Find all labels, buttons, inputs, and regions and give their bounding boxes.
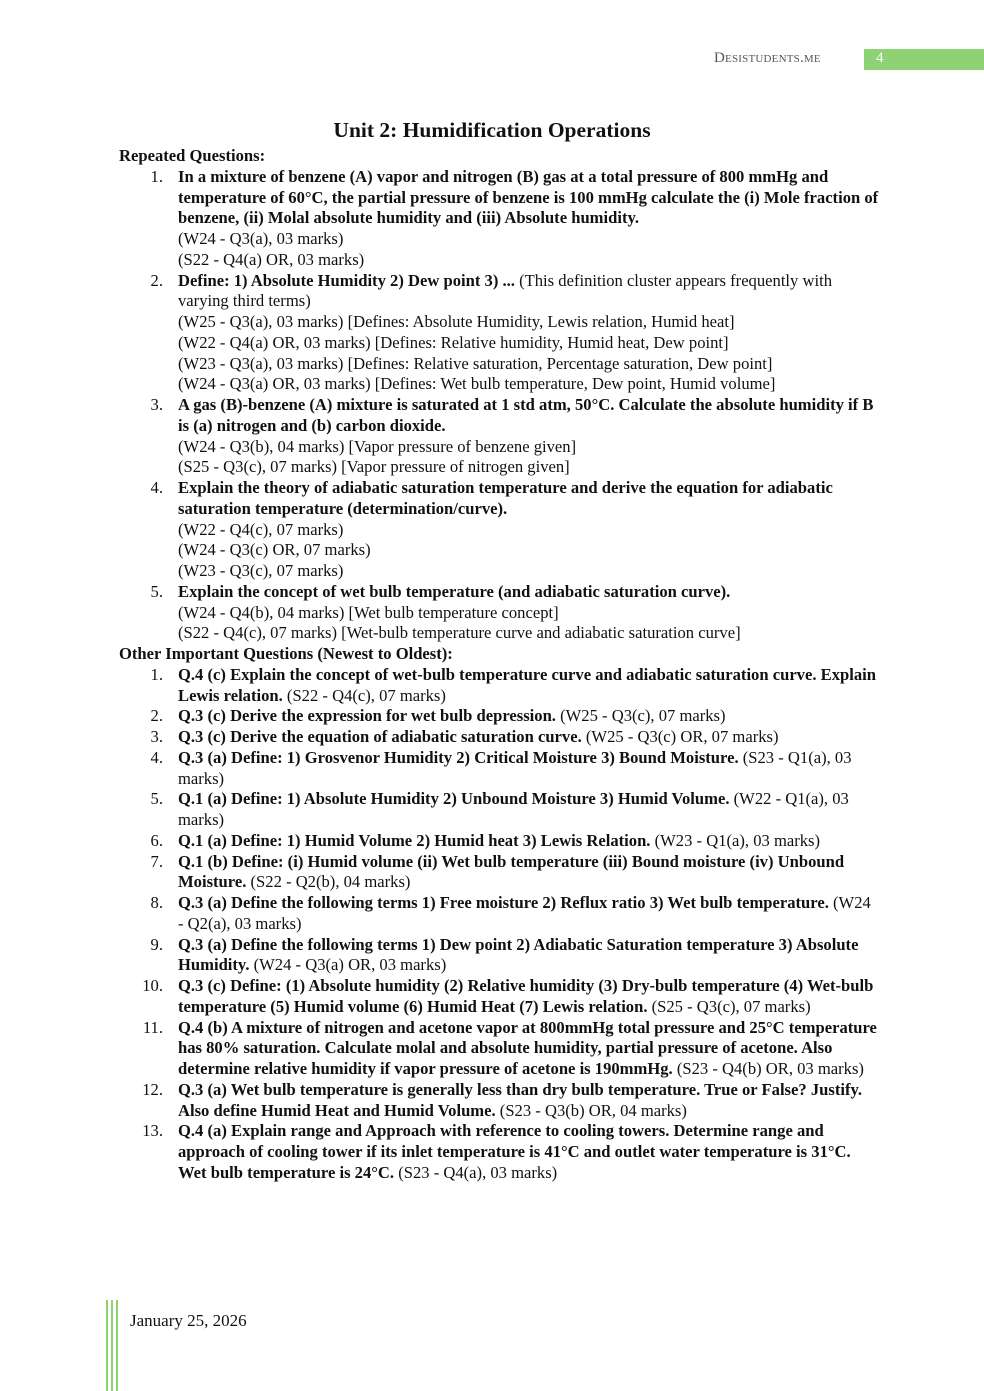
question-statement: Q.4 (c) Explain the concept of wet-bulb temperature curve and adiabatic saturation curve. Explain Lewis relation.: [178, 664, 876, 705]
question-statement: Q.3 (c) Derive the equation of adiabatic saturation curve.: [178, 727, 582, 746]
repeated-questions-list: [119, 167, 879, 644]
other-question-item: [119, 748, 879, 790]
question-text: [178, 852, 879, 894]
other-question-item: [119, 893, 879, 935]
footer-date: January 25, 2026: [130, 1311, 247, 1330]
question-text: [178, 727, 879, 748]
exam-reference: (S22 - Q4(a) OR, 03 marks): [178, 249, 365, 269]
repeated-question-item: [119, 582, 879, 644]
question-number: 3.: [150, 727, 163, 746]
other-question-item: [119, 1080, 879, 1122]
question-number: 4.: [150, 478, 163, 497]
question-number: 9.: [150, 934, 163, 954]
exam-reference: (W25 - Q3(c), 07 marks): [555, 706, 726, 726]
header-site-name: Desistudents.me: [714, 50, 821, 66]
exam-reference: (W24 - Q3(a) OR, 03 marks): [249, 955, 447, 975]
question-text: [178, 748, 879, 790]
question-text: [178, 789, 879, 831]
exam-reference: (S22 - Q4(c), 07 marks): [282, 685, 446, 705]
question-statement: Q.3 (c) Derive the expression for wet bulb depression.: [178, 706, 556, 726]
other-questions-list: [119, 665, 879, 1184]
exam-reference: (W22 - Q4(a) OR, 03 marks) [Defines: Relative humidity, Humid heat, Dew point]: [178, 332, 729, 352]
other-question-item: [119, 935, 879, 977]
other-question-item: [119, 831, 879, 852]
exam-reference: (W24 - Q3(a) OR, 03 marks) [Defines: Wet bulb temperature, Dew point, Humid volume]: [178, 374, 776, 394]
question-number: 1.: [150, 664, 163, 684]
page-number-box: [864, 49, 984, 70]
question-statement: Explain the theory of adiabatic saturation temperature and derive the equation for adiabatic saturation temperature (determination/curve).: [178, 478, 833, 518]
exam-reference: (W24 - Q3(c) OR, 07 marks): [178, 540, 371, 560]
page-number: 4: [876, 50, 884, 66]
exam-reference: (S23 - Q1(a), 03 marks): [178, 747, 852, 788]
page-title: Unit 2: Humidification Operations: [333, 118, 651, 142]
exam-reference: (W22 - Q4(c), 07 marks): [178, 519, 344, 539]
question-number: 7.: [150, 851, 163, 871]
question-text: [178, 1121, 879, 1183]
question-text: [178, 893, 879, 935]
question-statement: Q.3 (a) Define the following terms 1) Dew point 2) Adiabatic Saturation temperature 3) Absolute Humidity.: [178, 934, 859, 975]
exam-reference: (W24 - Q4(b), 04 marks) [Wet bulb temperature concept]: [178, 602, 559, 622]
other-question-item: [119, 852, 879, 894]
question-number: 12.: [142, 1079, 163, 1099]
question-text: [178, 831, 879, 852]
question-text: [178, 665, 879, 707]
other-question-item: [119, 1018, 879, 1080]
document-body: [119, 146, 879, 1184]
exam-reference: (S25 - Q3(c), 07 marks): [647, 996, 811, 1016]
question-statement: Q.3 (a) Wet bulb temperature is generally less than dry bulb temperature. True or False? Justify. Also define Humid Heat and Humid Volume.: [178, 1079, 863, 1120]
question-text: [178, 935, 879, 977]
question-statement: Q.3 (a) Define the following terms 1) Free moisture 2) Reflux ratio 3) Wet bulb temperature.: [178, 893, 829, 912]
repeated-questions-heading: Repeated Questions:: [119, 146, 266, 165]
question-number: 10.: [142, 976, 163, 995]
question-text: [178, 1080, 879, 1122]
repeated-question-item: [119, 478, 879, 582]
exam-reference: (W24 - Q3(b), 04 marks) [Vapor pressure of benzene given]: [178, 436, 577, 456]
question-statement: Explain the concept of wet bulb temperature (and adiabatic saturation curve).: [178, 581, 731, 601]
question-text: [178, 271, 879, 396]
footer-accent-bars: [106, 1300, 118, 1391]
question-number: 1.: [150, 166, 163, 186]
question-text: [178, 395, 879, 478]
question-text: [178, 976, 879, 1018]
question-note: (This definition cluster appears frequently with varying third terms): [178, 270, 832, 311]
exam-reference: (W25 - Q3(a), 03 marks) [Defines: Absolute Humidity, Lewis relation, Humid heat]: [178, 312, 735, 331]
exam-reference: (W23 - Q1(a), 03 marks): [650, 830, 821, 850]
exam-reference: (S25 - Q3(c), 07 marks) [Vapor pressure of nitrogen given]: [178, 457, 570, 477]
exam-reference: (W25 - Q3(c) OR, 07 marks): [581, 727, 779, 746]
question-statement: A gas (B)-benzene (A) mixture is saturated at 1 std atm, 50°C. Calculate the absolute humidity if B is (a) nitrogen and (b) carbon dioxide.: [178, 395, 874, 435]
question-number: 11.: [142, 1017, 163, 1037]
other-question-item: [119, 665, 879, 707]
question-statement: In a mixture of benzene (A) vapor and nitrogen (B) gas at a total pressure of 800 mmHg and temperature of 60°C, the partial pressure of benzene is 100 mmHg calculate the (i) Mole fraction of benzene, (ii) Molal absolute humidity and (iii) Absolute humidity.: [178, 166, 879, 228]
exam-reference: (S23 - Q4(b) OR, 03 marks): [672, 1059, 864, 1078]
other-question-item: [119, 706, 879, 727]
question-text: [178, 582, 879, 644]
other-question-item: [119, 789, 879, 831]
question-number: 6.: [150, 830, 163, 850]
exam-reference: (W24 - Q3(a), 03 marks): [178, 229, 344, 248]
question-text: [178, 167, 879, 271]
other-questions-heading: Other Important Questions (Newest to Oldest):: [119, 644, 453, 663]
question-number: 8.: [150, 893, 163, 912]
question-statement: Q.1 (b) Define: (i) Humid volume (ii) Wet bulb temperature (iii) Bound moisture (iv) Unbound Moisture.: [178, 851, 845, 892]
question-text: [178, 706, 879, 727]
exam-reference: (S22 - Q4(c), 07 marks) [Wet-bulb temperature curve and adiabatic saturation curve]: [178, 623, 741, 643]
question-text: [178, 478, 879, 582]
question-statement: Q.1 (a) Define: 1) Absolute Humidity 2) Unbound Moisture 3) Humid Volume.: [178, 789, 730, 809]
repeated-question-item: [119, 271, 879, 396]
question-number: 2.: [150, 270, 163, 290]
question-statement: Q.3 (a) Define: 1) Grosvenor Humidity 2) Critical Moisture 3) Bound Moisture.: [178, 747, 739, 767]
other-question-item: [119, 1121, 879, 1183]
exam-reference: (S23 - Q4(a), 03 marks): [394, 1162, 558, 1182]
exam-reference: (W24 - Q2(a), 03 marks): [178, 893, 871, 933]
other-question-item: [119, 727, 879, 748]
exam-reference: (S22 - Q2(b), 04 marks): [246, 872, 411, 892]
exam-reference: (W23 - Q3(a), 03 marks) [Defines: Relative saturation, Percentage saturation, Dew point]: [178, 353, 773, 373]
other-question-item: [119, 976, 879, 1018]
question-number: 4.: [150, 747, 163, 767]
question-number: 3.: [150, 395, 163, 414]
exam-reference: (W23 - Q3(c), 07 marks): [178, 561, 344, 580]
question-number: 13.: [142, 1121, 163, 1141]
question-statement: Q.4 (b) A mixture of nitrogen and acetone vapor at 800mmHg total pressure and 25°C temperature has 80% saturation. Calculate molal and absolute humidity, partial pressure of acetone. Also determine relative humidity if vapor pressure of acetone is 190mmHg.: [178, 1017, 877, 1078]
question-statement: Q.3 (c) Define: (1) Absolute humidity (2) Relative humidity (3) Dry-bulb temperature (4) Wet-bulb temperature (5) Humid volume (6) Humid Heat (7) Lewis relation.: [178, 976, 874, 1016]
question-number: 2.: [150, 706, 163, 726]
question-statement: Define: 1) Absolute Humidity 2) Dew point 3) ...: [178, 270, 515, 290]
question-number: 5.: [150, 581, 163, 601]
question-text: [178, 1018, 879, 1080]
exam-reference: (S23 - Q3(b) OR, 04 marks): [495, 1100, 687, 1120]
repeated-question-item: [119, 167, 879, 271]
exam-reference: (W22 - Q1(a), 03 marks): [178, 789, 849, 829]
question-number: 5.: [150, 789, 163, 809]
question-statement: Q.4 (a) Explain range and Approach with reference to cooling towers. Determine range and approach of cooling tower if its inlet temperature is 41°C and outlet water temperature is 31°C. Wet bulb temperature is 24°C.: [178, 1121, 851, 1182]
repeated-question-item: [119, 395, 879, 478]
question-statement: Q.1 (a) Define: 1) Humid Volume 2) Humid heat 3) Lewis Relation.: [178, 830, 651, 850]
